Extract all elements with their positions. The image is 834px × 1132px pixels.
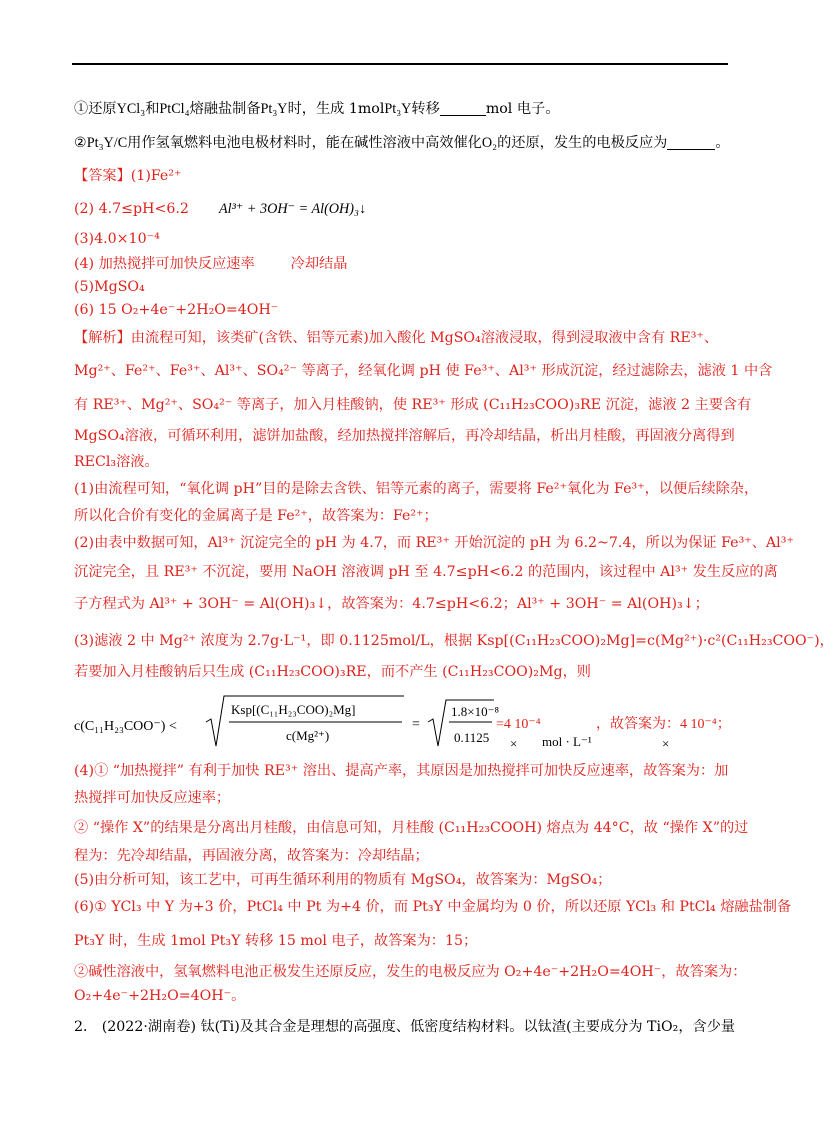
text: ② [74, 135, 87, 151]
analysis-p6d: O₂+4e⁻+2H₂O=4OH⁻。 [74, 988, 246, 1004]
text: 的还原，发生的电极反应为 [497, 135, 668, 151]
text: ①还原 [74, 101, 117, 117]
analysis-line-2: Mg²⁺、Fe²⁺、Fe³⁺、Al³⁺、SO₄²⁻ 等离子，经氧化调 pH 使 Fe³⁺、Al³⁺ 形成沉淀，经过滤除去，滤液 1 中含 [74, 363, 773, 379]
answer-2-equation: Al³⁺ + 3OH⁻ = Al(OH)₃↓ [218, 201, 367, 217]
times-sign: × [510, 736, 518, 751]
answer-6: (6) 15 O₂+4e⁻+2H₂O=4OH⁻ [74, 302, 279, 318]
text: 熔融盐制备 [189, 101, 261, 117]
analysis-p4d: 程为：先冷却结晶，再固液分离，故答案为：冷却结晶； [74, 848, 429, 864]
analysis-p3a: (3)滤液 2 中 Mg²⁺ 浓度为 2.7g·L⁻¹，即 0.1125mol/L，根据 Ksp[(C₁₁H₂₃COO)₂Mg]=c(Mg²⁺)·c²(C₁₁H₂₃COO⁻)， [74, 633, 834, 649]
formula-pt3y-c: Pt₃Y/C [86, 135, 128, 151]
answer-line-2 [74, 199, 734, 219]
formula-result: =4 10⁻⁴ [496, 717, 541, 732]
formula-ycl3: YCl₃ [116, 101, 146, 117]
analysis-line-4: MgSO₄溶液，可循环利用，滤饼加盐酸，经加热搅拌溶解后，再冷却结晶，析出月桂酸，再固液分离得到 [74, 428, 735, 444]
analysis-p4b: 热搅拌可加快反应速率； [74, 790, 231, 806]
answer-blank [440, 101, 486, 116]
analysis-p2a: (2)由表中数据可知，Al³⁺ 沉淀完全的 pH 为 4.7，而 RE³⁺ 开始沉淀的 pH 为 6.2~7.4，所以为保证 Fe³⁺、Al³⁺ [74, 535, 794, 551]
times-sign-2: × [662, 736, 670, 751]
analysis-p6b: Pt₃Y 时，生成 1mol Pt₃Y 转移 15 mol 电子，故答案为：15； [74, 933, 478, 949]
formula-answer: ，故答案为：4 10⁻⁴； [596, 717, 731, 732]
formula-denominator-2: 0.1125 [454, 730, 490, 745]
formula-o2: O₂ [481, 135, 498, 151]
formula-ptcl4: PtCl₄ [159, 101, 190, 117]
formula-unit: mol · L⁻¹ [542, 734, 592, 749]
analysis-p3b: 若要加入月桂酸钠后只生成 (C₁₁H₂₃COO)₃RE，而不产生 (C₁₁H₂₃COO)₂Mg，则 [74, 664, 591, 680]
answer-4b: 冷却结晶 [290, 256, 348, 272]
answer-1: (1)Fe²⁺ [130, 168, 182, 184]
header-rule [72, 63, 728, 65]
text: 和 [145, 101, 160, 117]
analysis-p4a: (4)① “加热搅拌” 有利于加快 RE³⁺ 溶出、提高产率，其原因是加热搅拌可加快反应速率，故答案为：加 [74, 763, 729, 779]
answer-3: (3)4.0×10⁻⁴ [74, 231, 160, 247]
text: 转移 [411, 101, 440, 117]
formula-denominator: c(Mg²⁺) [286, 728, 330, 743]
answer-blank [667, 135, 715, 150]
text: 。 [715, 135, 730, 151]
analysis-p5: (5)由分析可知，该工艺中，可再生循环利用的物质有 MgSO₄，故答案为：MgSO₄； [74, 872, 612, 888]
analysis-p1b: 所以化合价有变化的金属离子是 Fe²⁺，故答案为：Fe²⁺； [74, 508, 438, 524]
analysis-p4c: ② “操作 X”的结果是分离出月桂酸，由信息可知，月桂酸 (C₁₁H₂₃COOH) 熔点为 44°C，故 “操作 X”的过 [74, 820, 749, 836]
analysis-p2c: 子方程式为 Al³⁺ + 3OH⁻ = Al(OH)₃↓，故答案为：4.7≤pH<6.2；Al³⁺ + 3OH⁻ = Al(OH)₃↓； [74, 596, 709, 612]
answer-tag: 【答案】 [74, 168, 131, 184]
formula-equals: = [412, 717, 420, 732]
analysis-p1a: (1)由流程可知，“氧化调 pH”目的是除去含铁、铝等元素的离子，需要将 Fe²⁺氧化为 Fe³⁺，以便后续除杂， [74, 481, 759, 497]
formula-left: c(C₁₁H₂₃COO⁻) < [74, 719, 177, 734]
analysis-line-3: 有 RE³⁺、Mg²⁺、SO₄²⁻ 等离子，加入月桂酸钠，使 RE³⁺ 形成 (C₁₁H₂₃COO)₃RE 沉淀，滤液 2 主要含有 [74, 397, 752, 413]
answer-line-1 [74, 166, 734, 186]
text: mol 电子。 [485, 101, 560, 117]
analysis-line-1: 【解析】由流程可知，该类矿(含铁、铝等元素)加入酸化 MgSO₄溶液浸取，得到浸取液中含有 RE³⁺、 [74, 330, 719, 346]
formula-numerator: Ksp[(C₁₁H₂₃COO)₂Mg] [231, 702, 356, 717]
answer-4a: (4) 加热搅拌可加快反应速率 [74, 256, 255, 272]
next-question: 2． (2022·湖南卷) 钛(Ti)及其合金是理想的高强度、低密度结构材料。以钛渣(主要成分为 TiO₂，含少量 [74, 1019, 736, 1035]
formula-pt3y: Pt₃Y [260, 101, 288, 117]
analysis-p6a: (6)① YCl₃ 中 Y 为+3 价，PtCl₄ 中 Pt 为+4 价，而 Pt₃Y 中金属均为 0 价，所以还原 YCl₃ 和 PtCl₄ 熔融盐制备 [74, 899, 792, 915]
question-part-2 [74, 133, 734, 153]
text: 用作氢氧燃料电池电极材料时，能在碱性溶液中高效催化 [127, 135, 482, 151]
question-part-1 [74, 99, 734, 119]
answer-5: (5)MgSO₄ [74, 279, 145, 295]
answer-2-range: (2) 4.7≤pH<6.2 [74, 201, 189, 217]
analysis-line-5: RECl₃溶液。 [74, 454, 159, 470]
answer-line-4 [74, 254, 734, 274]
ksp-formula [74, 692, 731, 756]
formula-pt3y: Pt₃Y [384, 101, 412, 117]
formula-numerator-2: 1.8×10⁻⁸ [451, 704, 499, 719]
text: 时，生成 1mol [287, 101, 385, 117]
analysis-p2b: 沉淀完全，且 RE³⁺ 不沉淀，要用 NaOH 溶液调 pH 至 4.7≤pH<6.2 的范围内，该过程中 Al³⁺ 发生反应的离 [74, 564, 778, 580]
analysis-p6c: ②碱性溶液中，氢氧燃料电池正极发生还原反应，发生的电极反应为 O₂+4e⁻+2H₂O=4OH⁻，故答案为： [74, 964, 747, 980]
